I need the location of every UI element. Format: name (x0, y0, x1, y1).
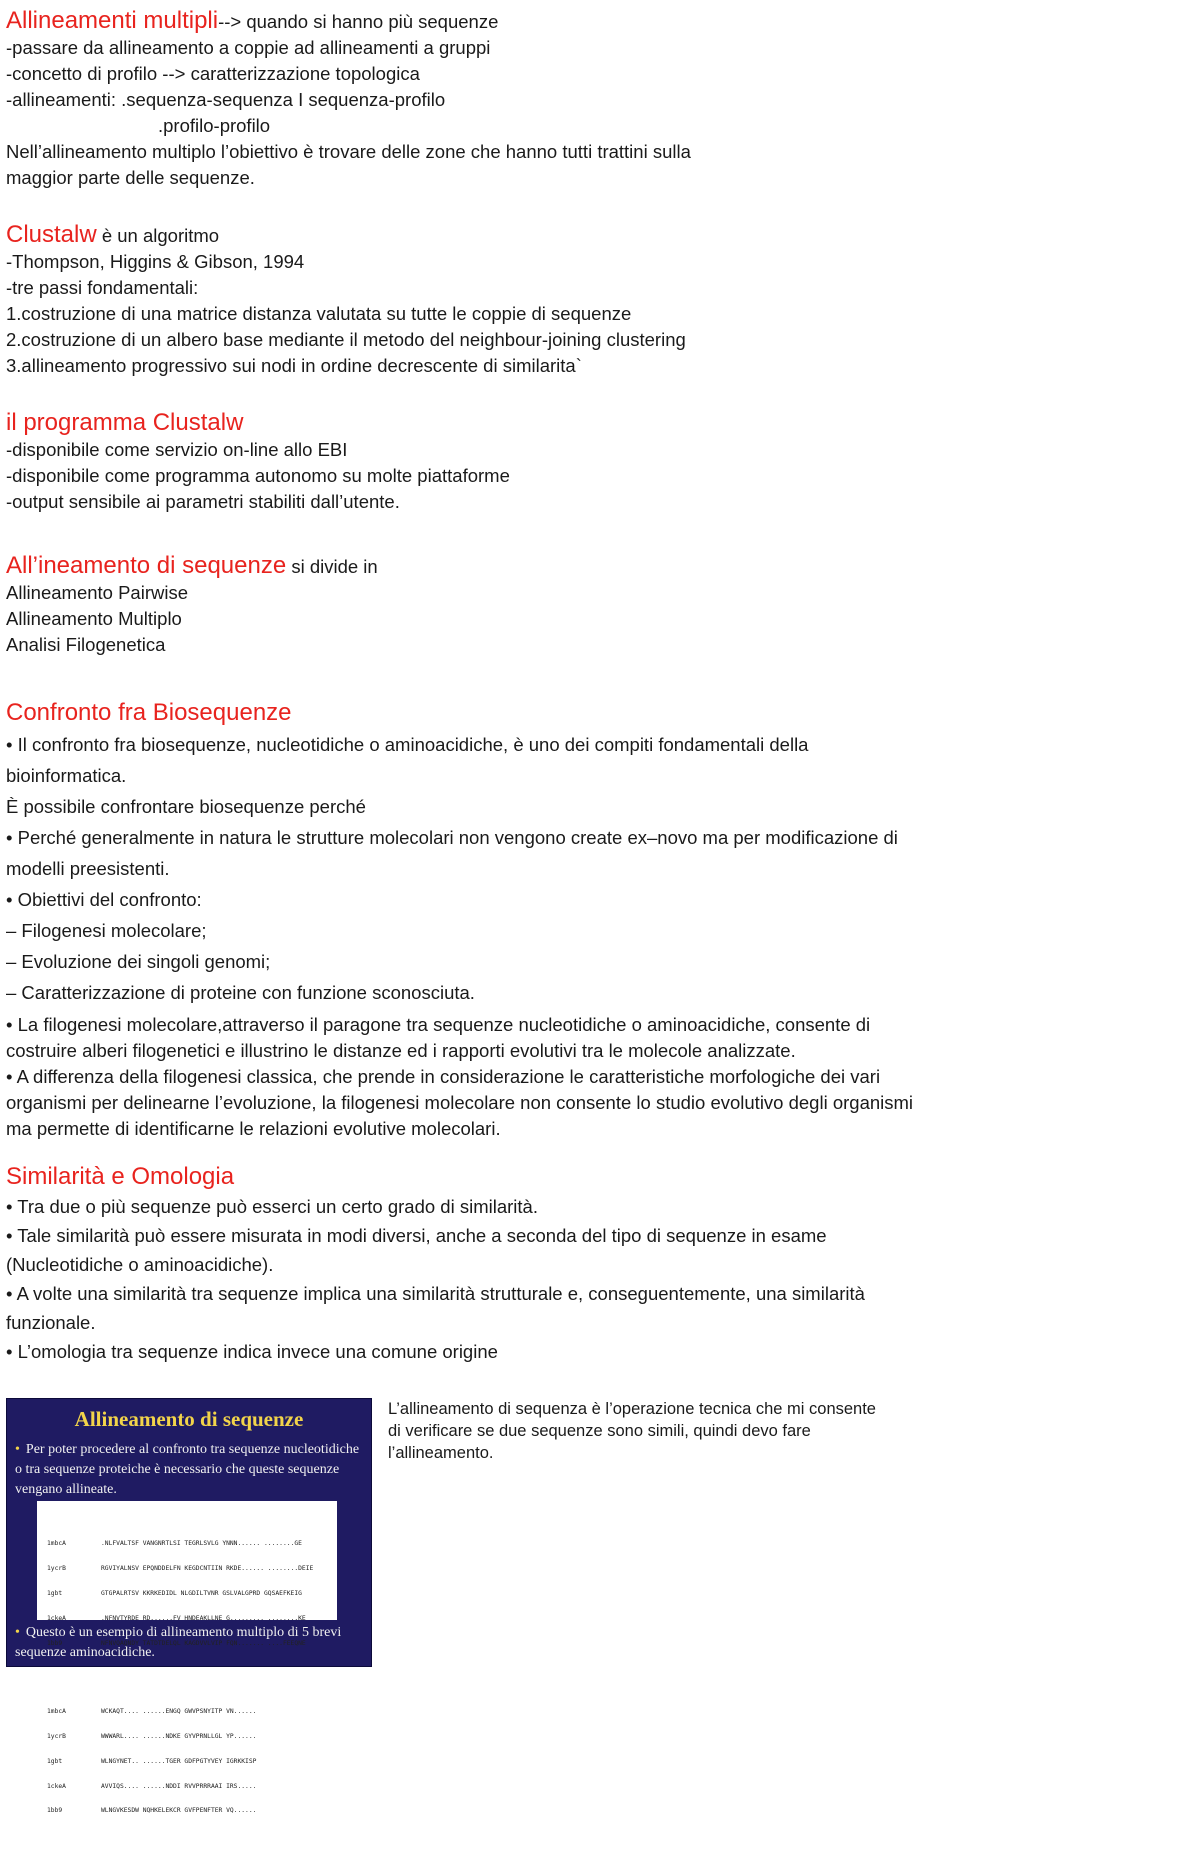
alignment-row (47, 1807, 337, 1815)
bullet-icon: • (15, 1625, 20, 1640)
heading-rest: --> quando si hanno più sequenze (218, 11, 499, 32)
slide-bullet-text: Per poter procedere al confronto tra sequenze nucleotidiche o tra sequenze proteiche è necessario che queste sequenze vengano allineate. (15, 1442, 360, 1497)
seq-residues: .NFNVTYRDE RD......FV HNDEAKLLNE G......... ........KE (101, 1614, 306, 1622)
heading-rest: è un algoritmo (96, 225, 220, 246)
text-line: • A volte una similarità tra sequenze implica una similarità strutturale e, conseguentemente, una similarità (6, 1283, 865, 1304)
section-heading (6, 553, 1186, 580)
alignment-row (47, 1783, 337, 1791)
text-line: • Il confronto fra biosequenze, nucleotidiche o aminoacidiche, è uno dei compiti fondamentali della (6, 734, 809, 755)
heading-rest: si divide in (286, 556, 378, 577)
seq-residues: WCKAQT.... ......ENGQ GWVPSNYITP VN...... (101, 1707, 257, 1715)
text-line: • Perché generalmente in natura le strutture molecolari non vengono create ex–novo ma per modificazione di (6, 827, 898, 848)
text-line: 2.costruzione di un albero base mediante il metodo del neighbour-joining clustering (6, 329, 686, 350)
seq-residues: WWWARL.... ......NDKE GYVPRNLLGL YP...... (101, 1732, 257, 1740)
text-line: organismi per delinearne l’evoluzione, la filogenesi molecolare non consente lo studio evolutivo degli organismi (6, 1092, 914, 1113)
slide-bullet-text: Questo è un esempio di allineamento multiplo di 5 brevi sequenze aminoacidiche. (15, 1625, 342, 1660)
seq-residues: GTGPALRTSV KKRKEDIDL NLGDILTVNR GSLVALGPRD GQSAEFKEIG (101, 1589, 302, 1597)
text-line: Nell’allineamento multiplo l’obiettivo è trovare delle zone che hanno tutti trattini sulla (6, 141, 691, 162)
seq-name: 1mbcA (47, 1707, 66, 1715)
text-line: – Caratterizzazione di proteine con funzione sconosciuta. (6, 982, 475, 1003)
seq-residues: AVVIQS.... ......NDDI RVVPRRRAAI IRS..... (101, 1782, 257, 1790)
heading-title: All’ineamento di sequenze (6, 552, 287, 579)
section-heading (6, 410, 1186, 437)
seq-residues: .NLFVALTSF VANGNRTLSI TEGRLSVLG YNNN...... ........GE (101, 1540, 302, 1548)
alignment-row (47, 1540, 337, 1548)
text-line: • Tale similarità può essere misurata in modi diversi, anche a seconda del tipo di sequenze in esame (6, 1225, 827, 1246)
text-line: • La filogenesi molecolare,attraverso il paragone tra sequenze nucleotidiche o aminoacidiche, consente di (6, 1014, 871, 1035)
section-heading (6, 8, 1186, 35)
text-line: -concetto di profilo --> caratterizzazione topologica (6, 63, 420, 84)
heading-title: Clustalw (6, 221, 97, 248)
text-line: – Filogenesi molecolare; (6, 920, 207, 941)
text-line: -disponibile come programma autonomo su molte piattaforme (6, 465, 510, 486)
text-line: -tre passi fondamentali: (6, 277, 199, 298)
alignment-row (47, 1733, 337, 1741)
text-line: • Tra due o più sequenze può esserci un certo grado di similarità. (6, 1196, 538, 1217)
seq-residues: WLNGVKESDW NQHKELEKCR GVFPENFTER VQ...... (101, 1807, 257, 1815)
seq-residues: NFNVQAQNDY TATDTDELQL KAGDVVLVIP FQN....... ....FEEQNE (101, 1639, 306, 1647)
text-line: .profilo-profilo (158, 115, 271, 136)
seq-name: 1ycrB (47, 1732, 66, 1740)
section-confronto-biosequenze (6, 698, 1186, 1008)
text-line: di verificare se due sequenze sono simili, quindi devo fare (388, 1422, 811, 1440)
section-similarita-omologia (6, 1163, 1186, 1366)
slide-title: Allineamento di sequenze (74, 1407, 304, 1431)
seq-residues: WLNGYNET.. ......TGER GDFPGTYVEY IGRKKISP (101, 1757, 257, 1765)
alignment-block (47, 1691, 337, 1832)
text-line: (Nucleotidiche o aminoacidiche). (6, 1254, 274, 1275)
text-line: 3.allineamento progressivo sui nodi in ordine decrescente di similarita` (6, 355, 582, 376)
section-allineamenti-multipli (6, 8, 1186, 191)
section-allineamento-sequenze (6, 553, 1186, 658)
seq-name: 1gbt (47, 1757, 63, 1765)
text-line: Allineamento Multiplo (6, 608, 182, 629)
heading-title: Allineamenti multipli (6, 7, 219, 34)
text-line: 1.costruzione di una matrice distanza valutata su tutte le coppie di sequenze (6, 303, 632, 324)
text-line: -allineamenti: .sequenza-sequenza I sequenza-profilo (6, 89, 446, 110)
text-line: -Thompson, Higgins & Gibson, 1994 (6, 251, 305, 272)
alignment-row (47, 1565, 337, 1573)
text-line: modelli preesistenti. (6, 858, 170, 879)
seq-name: 1ckeA (47, 1614, 66, 1622)
text-line: L’allineamento di sequenza è l’operazione tecnica che mi consente (388, 1400, 876, 1418)
text-line: • Obiettivi del confronto: (6, 889, 202, 910)
heading-title: Confronto fra Biosequenze (6, 699, 292, 726)
section-heading (6, 698, 1186, 729)
section-clustalw (6, 222, 1186, 379)
text-line: ma permette di identificarne le relazioni evolutive molecolari. (6, 1118, 501, 1139)
slide-bullet (15, 1623, 363, 1663)
slide-image (6, 1398, 372, 1815)
text-line: È possibile confrontare biosequenze perché (6, 796, 366, 817)
heading-title: Similarità e Omologia (6, 1163, 235, 1190)
alignment-row (47, 1708, 337, 1716)
slide-bullet (15, 1440, 363, 1500)
alignment-row (47, 1758, 337, 1766)
bullet-icon: • (15, 1442, 20, 1457)
alignment-row (47, 1615, 337, 1623)
text-line: -passare da allineamento a coppie ad allineamenti a gruppi (6, 37, 491, 58)
section-heading (6, 222, 1186, 249)
text-line: maggior parte delle sequenze. (6, 167, 255, 188)
text-line: costruire alberi filogenetici e illustrino le distanze ed i rapporti evolutivi tra le molecole analizzate. (6, 1040, 796, 1061)
seq-residues: RGVIYALNSV EPQNDDELFN KEGDCNTIIN RKDE...... ........DEIE (101, 1565, 314, 1573)
section-confronto-biosequenze-cont (6, 1012, 1186, 1142)
text-line: • L’omologia tra sequenze indica invece una comune origine (6, 1341, 498, 1362)
text-line: – Evoluzione dei singoli genomi; (6, 951, 271, 972)
seq-name: 1ckeA (47, 1782, 66, 1790)
seq-name: 1bb9 (47, 1807, 63, 1815)
heading-title: il programma Clustalw (6, 409, 244, 436)
section-programma-clustalw (6, 410, 1186, 515)
text-line: Allineamento Pairwise (6, 582, 189, 603)
seq-name: 1mbcA (47, 1540, 66, 1548)
side-note (388, 1398, 988, 1464)
text-line: funzionale. (6, 1312, 96, 1333)
text-line: l’allineamento. (388, 1444, 494, 1462)
text-line: -output sensibile ai parametri stabiliti dall’utente. (6, 491, 400, 512)
seq-name: 1ycrB (47, 1565, 66, 1573)
text-line: • A differenza della filogenesi classica, che prende in considerazione le caratteristiche morfologiche dei vari (6, 1066, 881, 1087)
section-heading (6, 1163, 1186, 1192)
text-line: -disponibile come servizio on-line allo EBI (6, 439, 348, 460)
text-line: Analisi Filogenetica (6, 634, 166, 655)
text-line: bioinformatica. (6, 765, 127, 786)
seq-name: 1bb9 (47, 1639, 63, 1647)
alignment-row (47, 1590, 337, 1598)
seq-name: 1gbt (47, 1589, 63, 1597)
